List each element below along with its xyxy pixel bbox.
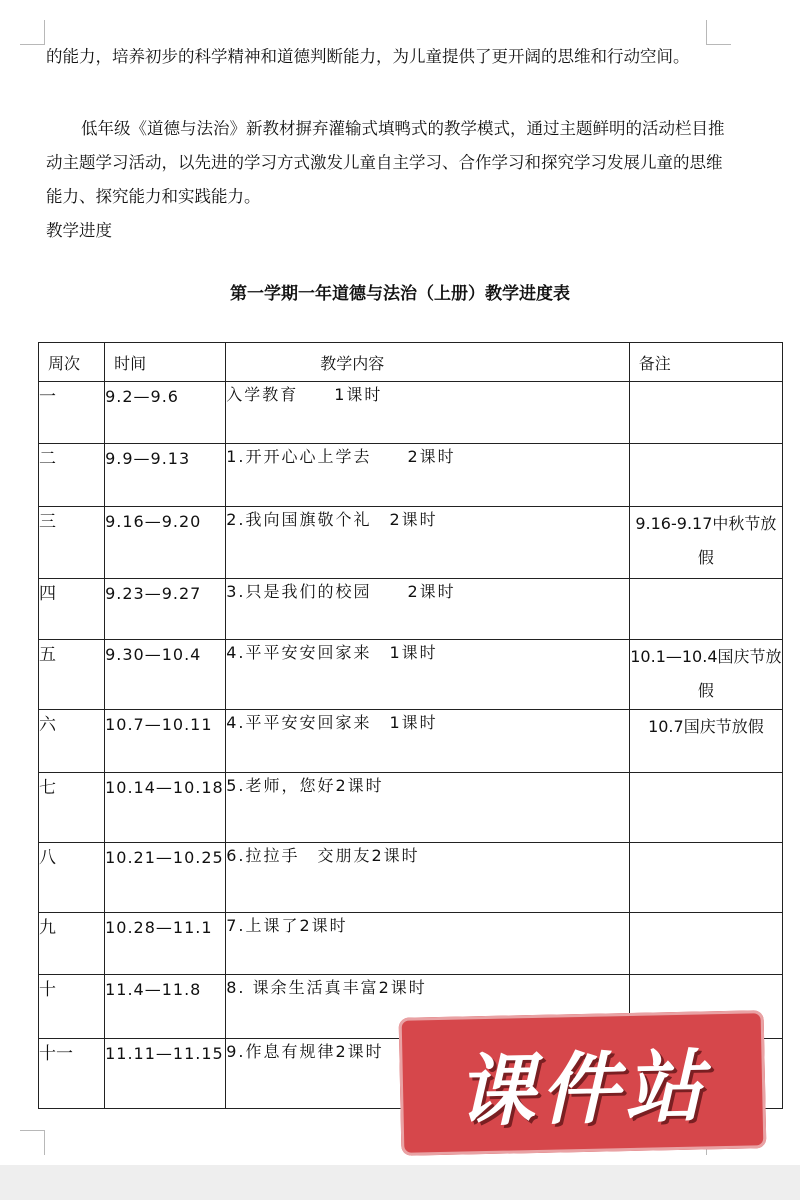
time-cell: 11.4—11.8: [105, 975, 226, 1039]
watermark-text: 课件站: [455, 1042, 710, 1138]
time-cell: 11.11—11.15: [105, 1039, 226, 1109]
note-cell: [629, 913, 782, 975]
note-cell: [629, 579, 782, 640]
week-cell: 八: [39, 843, 105, 913]
header-week: 周次: [39, 343, 105, 382]
week-cell: 五: [39, 640, 105, 710]
table-row: [39, 773, 783, 843]
table-row: [39, 444, 783, 507]
content-cell: 4.平平安安回家来 1课时: [226, 710, 630, 773]
header-note: 备注: [629, 343, 782, 382]
table-row: [39, 382, 783, 444]
content-cell: 3.只是我们的校园 2课时: [226, 579, 630, 640]
crop-mark-bottom-left: [20, 1130, 45, 1155]
content-cell: 9.作息有规律2课时: [226, 1039, 630, 1109]
note-cell: 9.16-9.17中秋节放假: [629, 507, 782, 579]
note-cell: [629, 444, 782, 507]
paragraph-2: 低年级《道德与法治》新教材摒弃灌输式填鸭式的教学模式，通过主题鲜明的活动栏目推动主题学习活动，以先进的学习方式激发儿童自主学习、合作学习和探究学习发展儿童的思维能力、探究能力和实践能力。: [46, 119, 725, 206]
table-row: [39, 710, 783, 773]
week-cell: 九: [39, 913, 105, 975]
watermark-stamp: [399, 1010, 767, 1156]
time-cell: 9.16—9.20: [105, 507, 226, 579]
week-cell: 四: [39, 579, 105, 640]
week-cell: 七: [39, 773, 105, 843]
time-cell: 10.7—10.11: [105, 710, 226, 773]
note-cell: 10.7国庆节放假: [629, 710, 782, 773]
content-cell: 4.平平安安回家来 1课时: [226, 640, 630, 710]
week-cell: 三: [39, 507, 105, 579]
section-heading: 教学进度: [46, 221, 112, 240]
time-cell: 9.9—9.13: [105, 444, 226, 507]
paragraph-1: 的能力，培养初步的科学精神和道德判断能力，为儿童提供了更开阔的思维和行动空间。: [46, 47, 690, 66]
crop-mark-top-left: [20, 20, 45, 45]
time-cell: 9.23—9.27: [105, 579, 226, 640]
time-cell: 9.2—9.6: [105, 382, 226, 444]
table-header-row: [39, 343, 783, 382]
week-cell: 十一: [39, 1039, 105, 1109]
table-row: [39, 913, 783, 975]
content-cell: 1.开开心心上学去 2课时: [226, 444, 630, 507]
note-cell: [629, 773, 782, 843]
page-bottom-edge: [0, 1165, 800, 1200]
table-row: [39, 843, 783, 913]
content-cell: 7.上课了2课时: [226, 913, 630, 975]
time-cell: 10.28—11.1: [105, 913, 226, 975]
time-cell: 10.14—10.18: [105, 773, 226, 843]
table-row: [39, 507, 783, 579]
content-cell: 8. 课余生活真丰富2课时: [226, 975, 630, 1039]
content-cell: 5.老师，您好2课时: [226, 773, 630, 843]
week-cell: 六: [39, 710, 105, 773]
content-cell: 6.拉拉手 交朋友2课时: [226, 843, 630, 913]
table-row: [39, 579, 783, 640]
header-content: 教学内容: [226, 343, 630, 382]
table-row: [39, 640, 783, 710]
schedule-table: [38, 342, 783, 1109]
content-cell: 入学教育 1课时: [226, 382, 630, 444]
week-cell: 十: [39, 975, 105, 1039]
note-cell: 10.1—10.4国庆节放假: [629, 640, 782, 710]
time-cell: 10.21—10.25: [105, 843, 226, 913]
note-cell: [629, 382, 782, 444]
note-cell: [629, 843, 782, 913]
week-cell: 二: [39, 444, 105, 507]
table-title: 第一学期一年道德与法治（上册）教学进度表: [230, 284, 570, 304]
content-cell: 2.我向国旗敬个礼 2课时: [226, 507, 630, 579]
week-cell: 一: [39, 382, 105, 444]
header-time: 时间: [105, 343, 226, 382]
time-cell: 9.30—10.4: [105, 640, 226, 710]
